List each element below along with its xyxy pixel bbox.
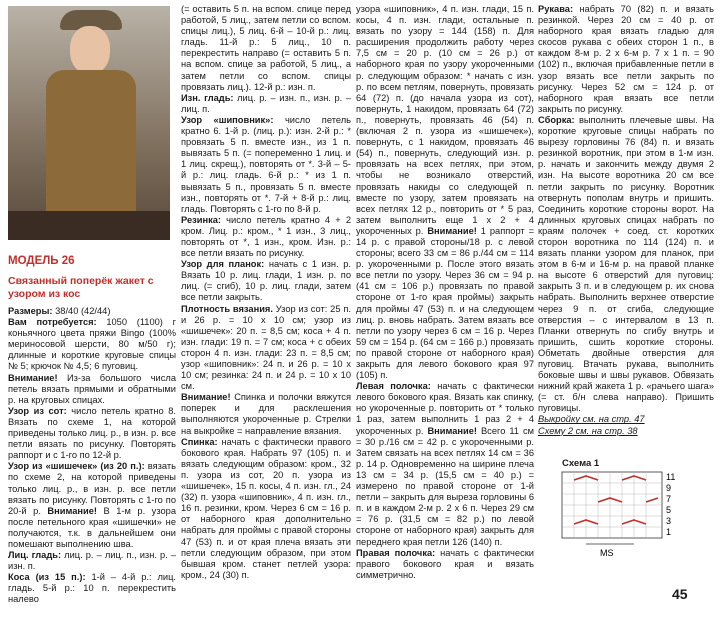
repeat-label: MS	[600, 548, 614, 558]
sizes: Размеры: 38/40 (42/44)	[8, 306, 111, 316]
model-subtitle: Связанный поперёк жакет с узором из кос	[8, 275, 154, 300]
column-4-text	[538, 4, 714, 437]
reverse-stockinette: Изн. гладь: лиц. р. – изн. п., изн. р. – лиц. п.	[181, 92, 351, 114]
column-3-text	[356, 4, 534, 581]
back-cont: узора «шиповник», 4 п. изн. глади, 15 п. косы, 4 п. изн. глади, остальные п. вязать по узору = 144 (158) п. Для расширения продолжить работу через 7,5 см = 20 р. (10 см = 26 р.) от наборного края по узору укороченными р. следующим образом: * начать с изн. р. по всем петлям, повернуть, провязать 64 (72) п. (до начала узора из сот), повернуть, 1 накидом, провязать 64 (72) п., повернуть, провязать 46 (54) п. (включая 2 п. узора из «шишечек»), повернуть, с 1 накидом, провязать 46 (54) п., повернуть, следующий изн. р. провязать на всех петлях, при этом, чтобы не возникало отверстий, провязать накиды со следующей п. вместе по узору, затем провязать на всех петлях 12 р., повторить от * 5 раз, затем выполнить еще 1 х 2 + 4 укороченных р. Внимание! 1 раппорт = 14 р. с правой стороны/18 р. с левой стороны; всего 33 см = 86 р./44 см = 114 р. укороченными р. После этого вязать все петли по узору. Через 36 см = 94 р. (41 см = 106 р.) провязать по правой стороне от 1-го края проймы) закрыть для проймы 47 (53) п. и на следующем лиц. р. вновь набрать. Затем вязать все петли по узору через 6 см = 16 р. Через 59 см = 154 р. (64 см = 166 р.) провязать по правой стороне от наборного края) закрыть для левого бокового края 97 (105) п.	[356, 4, 534, 381]
scheme-link[interactable]: Схему 2 см. на стр. 38	[538, 425, 638, 436]
row-label-9: 9	[666, 483, 672, 493]
row-label-7: 7	[666, 494, 672, 504]
honeycomb-pattern: Узор из сот: число петель кратно 8. Вязать по схеме 1, на которой приведены только лиц. р., в изн. р. все петли вязать по рисунку. Повторять раппорт и с 1-го по 12-й р.	[8, 405, 176, 461]
row-label-11: 11	[666, 472, 676, 482]
back: Спинка: начать с фактически правого бокового края. Набрать 97 (105) п. и вязать следующим образом: кром., 32 п. узора из сот, 20 п. узора из «шишечек», 15 п. косы, 4 п. изн. гл., 24 (32) п. узора «шиповник», 4 п. изн. гл., 16 п. резинки, кром. Через 6 см = 16 р. от наборного края дополнительно набрать для проймы с правой стороны 47 (53) п. и от края плеча вязать эти петли следующим образом, при этом бывшая кром. станет петлей узора: кром., 24 (30) п.	[181, 436, 352, 580]
row-label-3: 3	[666, 516, 672, 526]
scheme-title: Схема 1	[562, 458, 600, 469]
stitch-chart	[560, 470, 690, 562]
materials: Вам потребуется: 1050 (1100) г коньячного цвета пряжи Bingo (100% мериносовой шерсти, 80 м/50 г); длинные и короткие круговые спицы № 5; крючок № 4,5; 6 пуговиц.	[8, 317, 176, 372]
row-label-1: 1	[666, 527, 672, 537]
model-title: МОДЕЛЬ 26	[8, 255, 75, 267]
boots	[8, 211, 170, 240]
cable: Коса (из 15 п.): 1-й – 4-й р.: лиц. гладь. 5-й р.: 10 п. перекрестить налево	[8, 572, 176, 605]
assembly: Сборка: выполнить плечевые швы. На короткие круговые спицы набрать по вырезу горловины 76 (84) п. и вязать резинкой воротник, при этом в 1-м изн. р. начать и закончить между двумя 2 изн. На высоте воротника 20 см все петли закрыть по рисунку. Воротник отвернуть пополам внутрь и пришить. Соединить короткие стороны ворот. На длинных круговых спицах набрать по краям полочек + соед. ст. коротких сторон воротника по 114 (124) п. и вязать планки узором для планок, при этом в 6-м и 16-м р. на правой планке на высоте 6 отверстий для пуговиц: закрыть 3 п. и в следующем р. их снова набрать. Выполнить верхнее отверстие через 9 п. от сгиба, следующие отверстия – с интервалом в 13 п. Планки отвернуть по сгибу внутрь и пришить, сшить короткие стороны. Обметать двойные отверстия для пуговиц. Втачать рукава, выполнить боковые швы и швы рукавов. Обвязать нижний край жакета 1 р. «рачьего шага» (= ст. б/н слева направо). Пришить пуговицы.	[538, 114, 714, 414]
jacket	[46, 70, 136, 220]
cable-cont: (= оставить 5 п. на вспом. спице перед работой, 5 лиц., затем петли со вспом. спицы лиц.), 5 лиц. 6-й – 10-й р.: лиц. гладь. 11-й р.: 5 лиц., 10 п. перекрестить направо (= оставить 5 п. на вспом. спице за работой, 5 лиц., а затем петли со вспом. спицы провязать лиц.). 12-й р.: изн. п.	[181, 4, 351, 92]
face	[70, 26, 110, 74]
attention-3: Внимание! Спинка и полочки вяжутся поперек и для расклешения выполняются укороченные р. Стрелки на выкройке = направление вязания.	[181, 392, 351, 436]
bumps-pattern: Узор из «шишечек» (из 20 п.): вязать по схеме 2, на которой приведены только лиц. р., в изн. р. все петли вязать по рисунку. Повторять с 1-го по 20-й р. Внимание! В 1-м р. узора после петельного края «шишечки» не получаются, т.к. в дальнейшем они помешают выполнению шва.	[8, 461, 176, 549]
left-front: Левая полочка: начать с фактически левого бокового края. Вязать как спинку, но укороченные р. повторить от * только 1 раз, затем выполнить 1 раз 2 + 4 укороченных р. Внимание! Всего 11 см = 30 р./16 см = 42 р. с укороченными р. Затем связать на всех петлях 14 см = 36 р. 14 р. Одновременно на ширине плеча 13 см = 34 р. (15,5 см = 40 р.) = измерено по правой стороне от 1-й петли – закрыть для выреза горловины 6 п. и в каждом 2-м р. 2 х 6 п. Через 29 см = 76 р. (31,5 см = 82 р.) по левой стороне от наборного края) закрыть для переднего края петли 126 (140) п.	[356, 381, 534, 547]
right-front: Правая полочка: начать с фактически правого бокового края и вязать симметрично.	[356, 547, 534, 580]
band-pattern: Узор для планок: начать с 1 изн. р. Вязать 10 р. лиц. глади, 1 изн. р. по лиц. (= сгиб), 10 р. лиц. глади, затем все петли закрыть.	[181, 259, 351, 303]
gauge: Плотность вязания. Узор из сот: 25 п. и 26 р. = 10 х 10 см; узор из «шишечек»: 20 п. = 8,5 см; коса + 4 п. изн. глади: 19 п. = 7 см; коса + с обеих сторон 4 п. изн. глади: 23 п. = 8,5 см; узор «шиповник»: 24 п. и 26 р. = 10 х 10 см; резинка: 24 п. и 24 р. = 10 х 10 см.	[181, 303, 351, 392]
column-2-text	[181, 4, 351, 581]
attention-1: Внимание! Из-за большого числа петель вязать прямыми и обратными р. на круговых спицах.	[8, 372, 176, 405]
rosehip-pattern: Узор «шиповник»: число петель кратно 6. 1-й р. (лиц. р.): изн. 2-й р.: * провязать 5 п. вместе изн., из 1 п. вывязать 5 п. (= попеременно 1 лиц. и 1 лиц. скрещ.), повторять от *. 3-й – 5-й р.: лиц. гладь. 6-й р.: * из 1 п. вывязать 5 п., провязать 5 п. вместе изн., повторять от *. 7-й + 8-й р.: лиц. гладь. Повторять с 1-го по 8-й р.	[181, 114, 351, 214]
stockinette: Лиц. гладь: лиц. р. – лиц. п., изн. р. – изн. п.	[8, 550, 176, 572]
model-photo	[8, 6, 170, 240]
column-1-text	[8, 306, 176, 606]
rib-pattern: Резинка: число петель кратно 4 + 2 кром. Лиц. р.: кром., * 1 изн., 3 лиц., повторять от *, 1 изн., кром. Изн. р.: все петли вязать по рисунку.	[181, 214, 351, 259]
sleeves: Рукава: набрать 70 (82) п. и вязать резинкой. Через 20 см = 40 р. от наборного края вязать гладью для скосов рукава с обеих сторон 1 п., в каждом 8-м р. 2 х 6-м р. 7 х 1 п. = 90 (102) п., включая прибавленные петли в узор вязать все петли закрыть по рисунку. Через 52 см = 124 р. от наборного края вязать все петли закрыть по рисунку.	[538, 4, 714, 114]
pattern-link[interactable]: Выкройку см. на стр. 47	[538, 414, 645, 425]
row-label-5: 5	[666, 505, 672, 515]
page-number: 45	[672, 586, 688, 602]
